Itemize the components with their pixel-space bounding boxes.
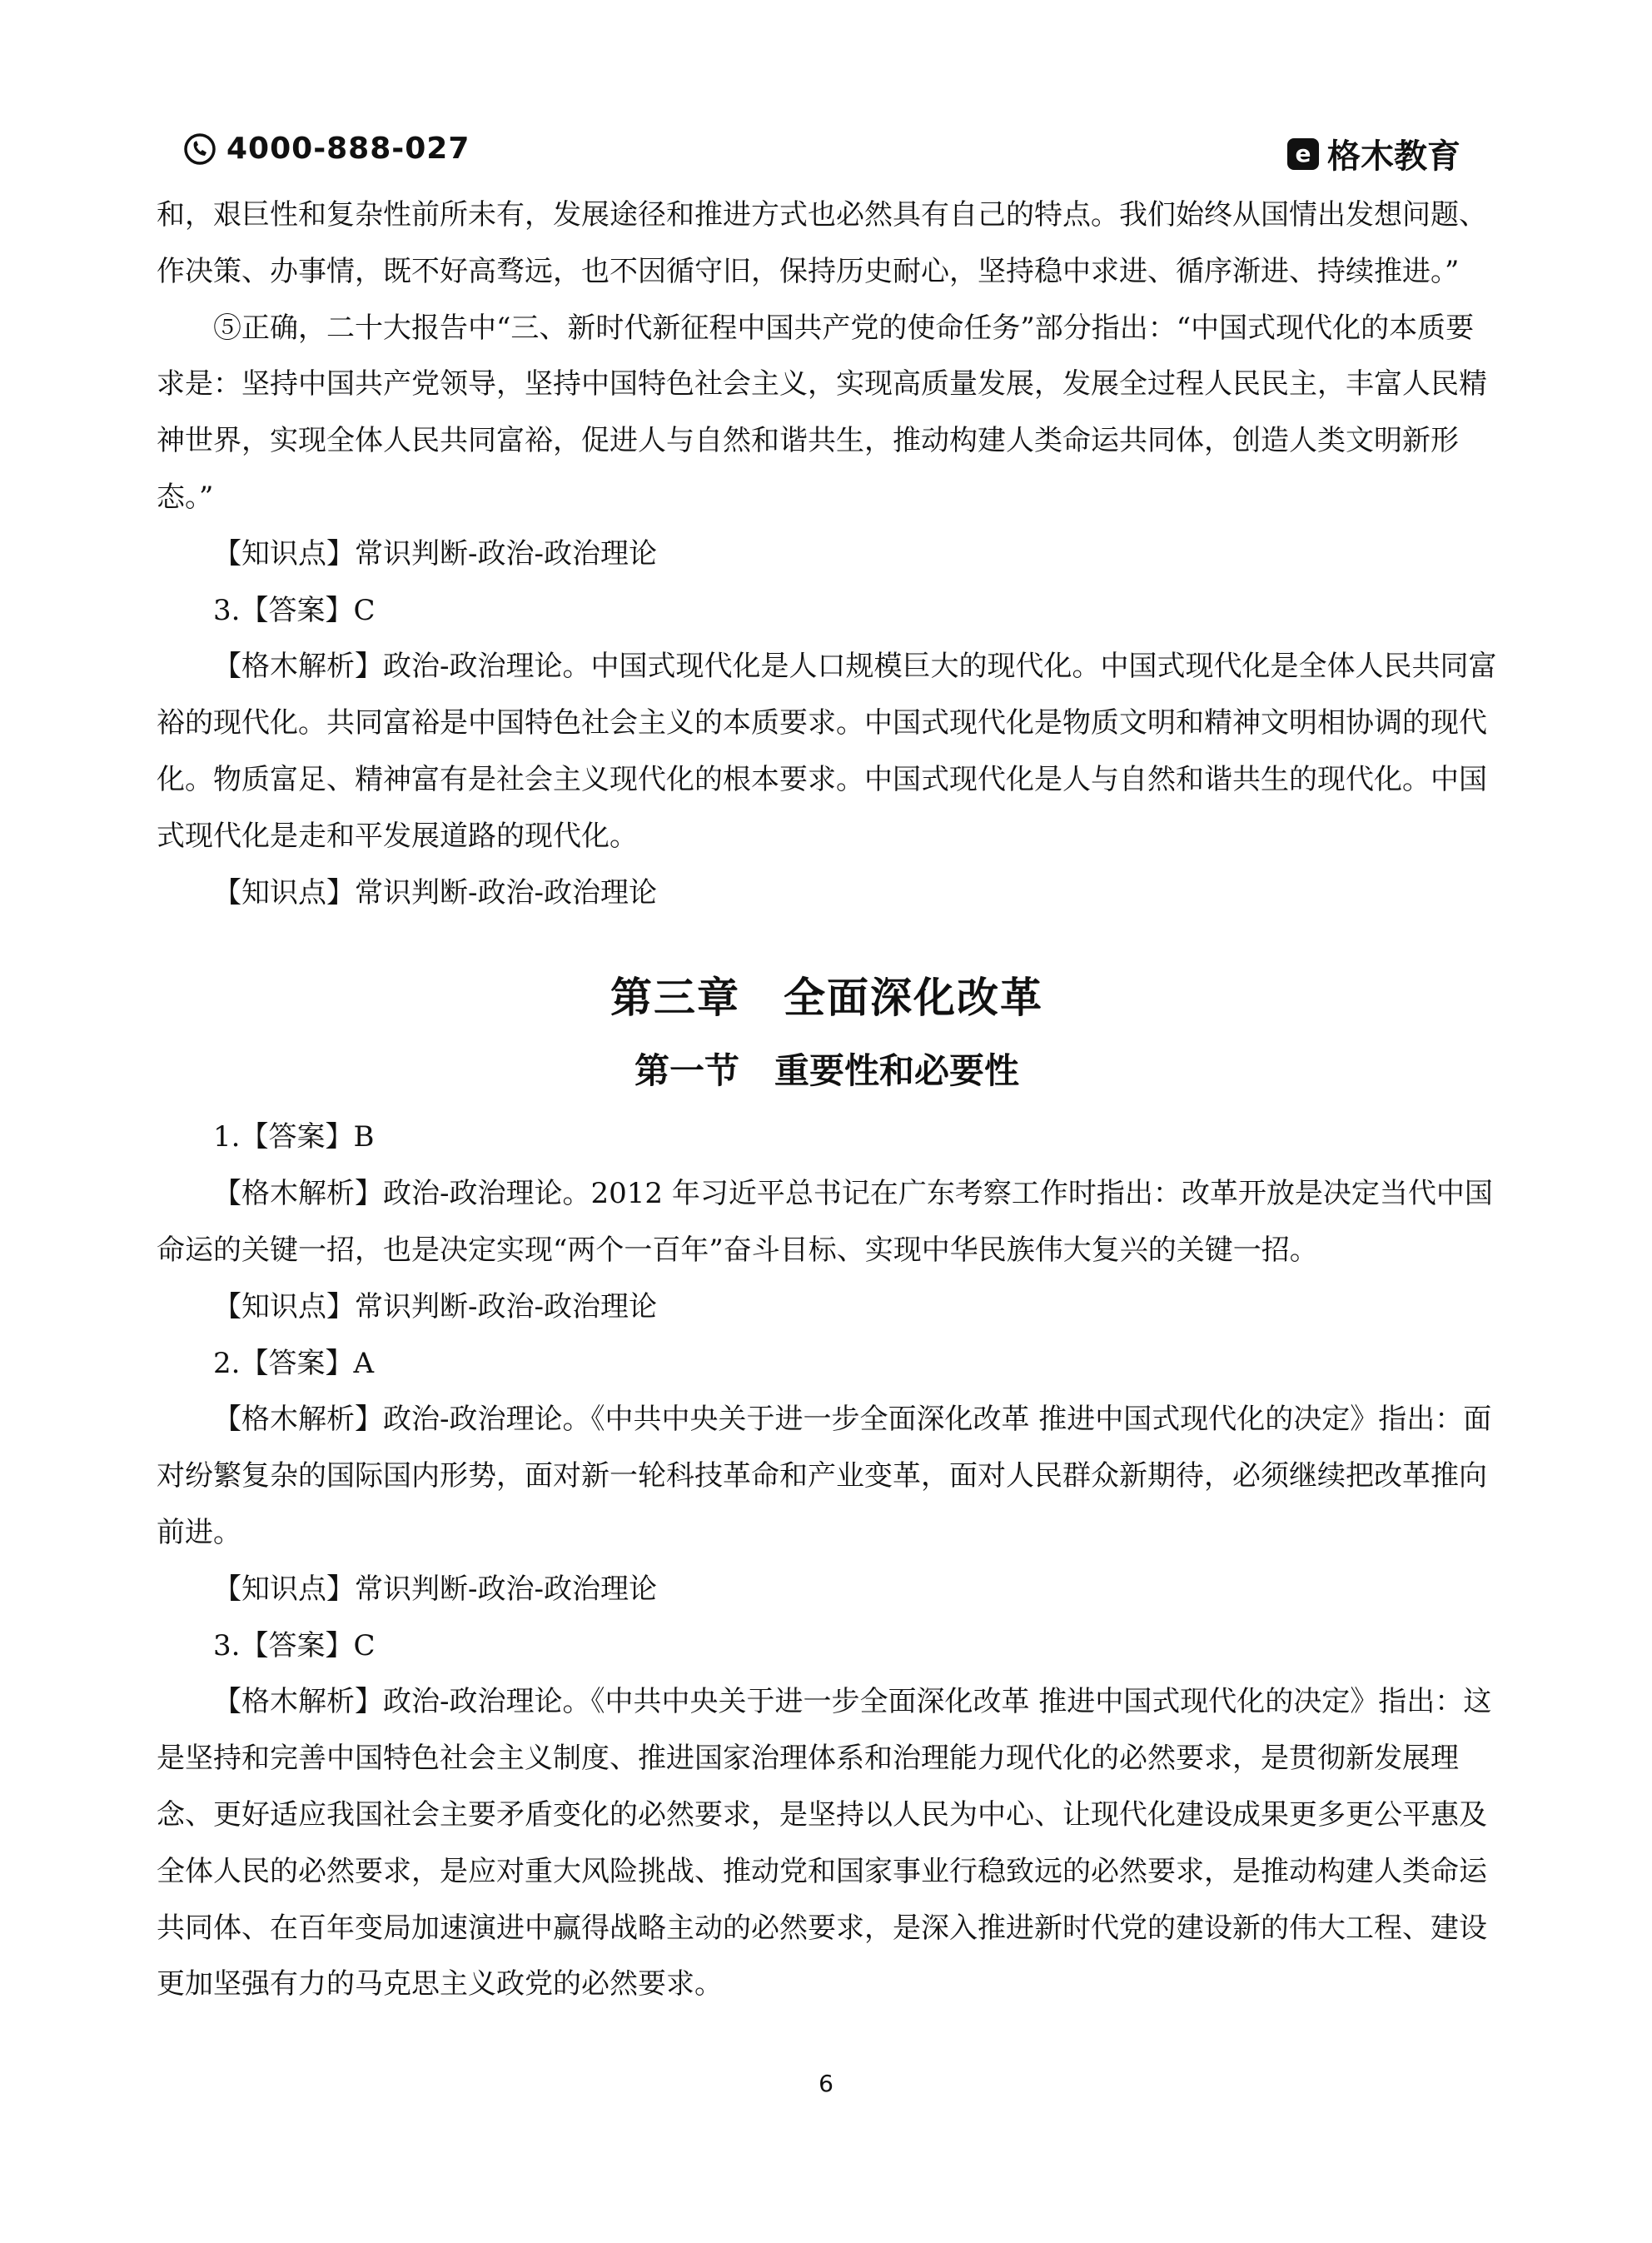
- paragraph: ⑤正确，二十大报告中“三、新时代新征程中国共产党的使命任务”部分指出：“中国式现代化的本质要求是：坚持中国共产党领导，坚持中国特色社会主义，实现高质量发展，发展全过程人民民主，丰富人民精神世界，实现全体人民共同富裕，促进人与自然和谐共生，推动构建人类命运共同体，创造人类文明新形态。”: [157, 311, 1487, 514]
- paragraph: 【知识点】常识判断-政治-政治理论: [213, 875, 657, 910]
- hotline: [183, 132, 470, 166]
- answer-block-part2: [157, 1109, 1497, 2013]
- paragraph: 3.【答案】C: [213, 1628, 376, 1662]
- chapter-title: 第三章 全面深化改革: [610, 974, 1043, 1023]
- brand-name: 格木教育: [1327, 137, 1460, 176]
- page-number: 6: [819, 2070, 833, 2097]
- phone-icon: [183, 132, 216, 166]
- paragraph: 【知识点】常识判断-政治-政治理论: [213, 1289, 657, 1323]
- brand-logo: [1287, 130, 1460, 177]
- answer-block-part1: [157, 187, 1497, 921]
- paragraph: 【知识点】常识判断-政治-政治理论: [213, 1572, 657, 1606]
- paragraph: 【格木解析】政治-政治理论。中国式现代化是人口规模巨大的现代化。中国式现代化是全体人民共同富裕的现代化。共同富裕是中国特色社会主义的本质要求。中国式现代化是物质文明和精神文明相协调的现代化。物质富足、精神富有是社会主义现代化的根本要求。中国式现代化是人与自然和谐共生的现代化。中国式现代化是走和平发展道路的现代化。: [157, 650, 1497, 853]
- section-title: 第一节 重要性和必要性: [634, 1050, 1019, 1092]
- paragraph: 【格木解析】政治-政治理论。《中共中央关于进一步全面深化改革 推进中国式现代化的决定》指出：这是坚持和完善中国特色社会主义制度、推进国家治理体系和治理能力现代化的必然要求，是贯彻新发展理念、更好适应我国社会主要矛盾变化的必然要求，是坚持以人民为中心、让现代化建设成果更多更公平惠及全体人民的必然要求，是应对重大风险挑战、推动党和国家事业行稳致远的必然要求，是推动构建人类命运共同体、在百年变局加速演进中赢得战略主动的必然要求，是深入推进新时代党的建设新的伟大工程、建设更加坚强有力的马克思主义政党的必然要求。: [157, 1685, 1492, 2001]
- paragraph: 2.【答案】A: [213, 1346, 374, 1380]
- paragraph: 【知识点】常识判断-政治-政治理论: [213, 536, 657, 571]
- paragraph: 【格木解析】政治-政治理论。《中共中央关于进一步全面深化改革 推进中国式现代化的决定》指出：面对纷繁复杂的国际国内形势，面对新一轮科技革命和产业变革，面对人民群众新期待，必须继续把改革推向前进。: [157, 1403, 1492, 1549]
- brand-logo-icon: e: [1287, 138, 1319, 170]
- paragraph: 1.【答案】B: [213, 1120, 375, 1154]
- paragraph: 【格木解析】政治-政治理论。2012 年习近平总书记在广东考察工作时指出：改革开放是决定当代中国命运的关键一招，也是决定实现“两个一百年”奋斗目标、实现中华民族伟大复兴的关键一招。: [157, 1177, 1493, 1267]
- hotline-number: 4000-888-027: [226, 132, 470, 166]
- page-header: [158, 125, 1494, 183]
- paragraph: 和，艰巨性和复杂性前所未有，发展途径和推进方式也必然具有自己的特点。我们始终从国情出发想问题、作决策、办事情，既不好高骛远，也不因循守旧，保持历史耐心，坚持稳中求进、循序渐进、持续推进。”: [157, 198, 1487, 288]
- page-content: [157, 187, 1497, 2013]
- paragraph: 3.【答案】C: [213, 593, 376, 627]
